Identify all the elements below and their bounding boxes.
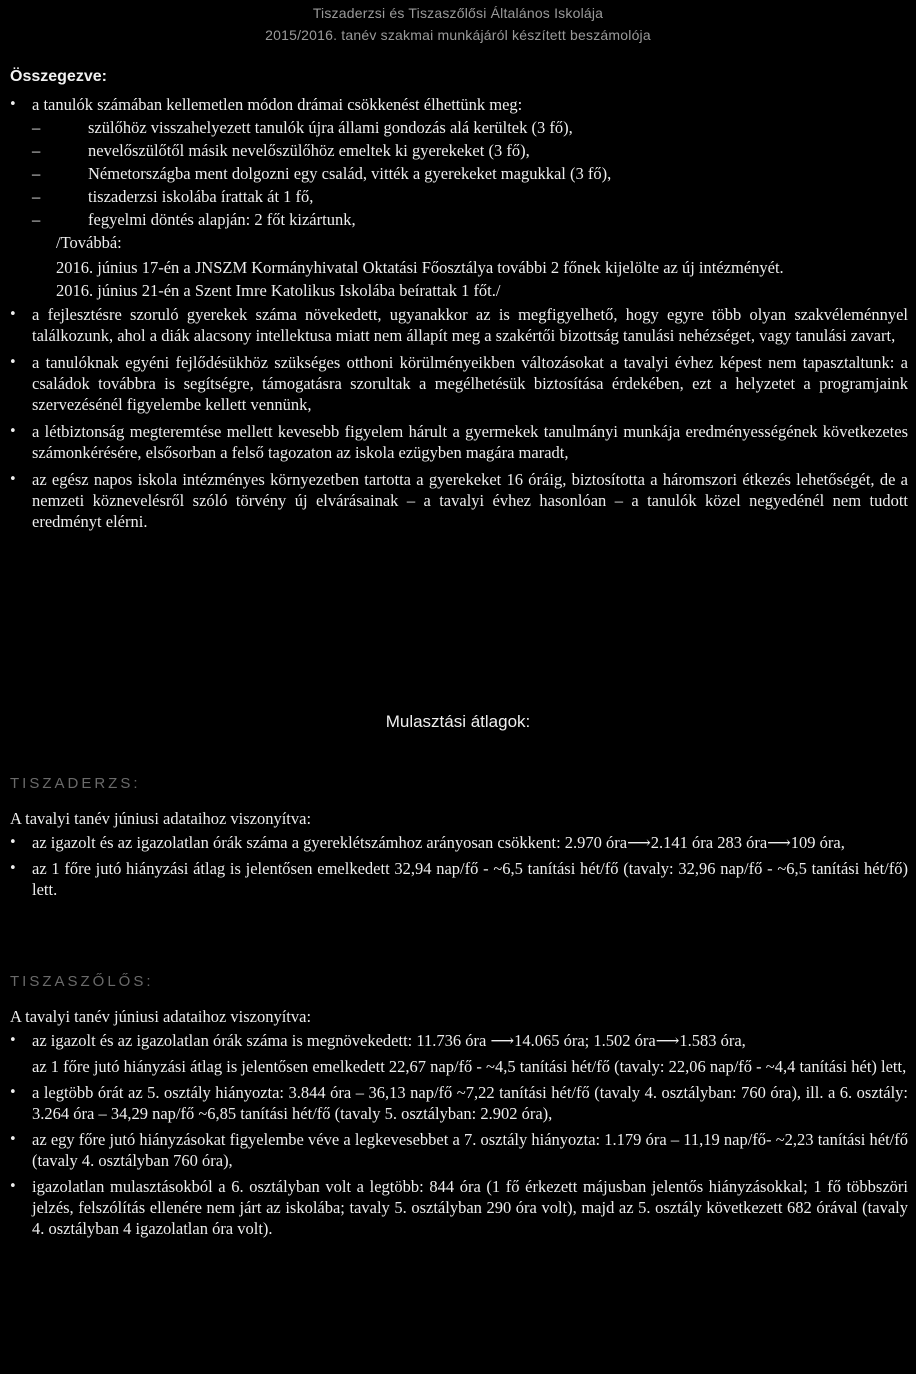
further-note-2: 2016. június 21-én a Szent Imre Katolikus Iskolába beírattak 1 főt./ [56, 281, 501, 300]
tiszaderzs-item: • az igazolt és az igazolatlan órák száma a gyereklétszámhoz arányosan csökkent: 2.970 óra⟶2.141 óra 283 óra⟶109 óra, [0, 832, 908, 853]
reason-item: – tiszaderzsi iskolába írattak át 1 fő, [32, 186, 908, 207]
tiszaszolos-section [0, 1006, 908, 1239]
tiszaderzs-list [0, 832, 908, 900]
tiszaderzs-section [0, 808, 908, 900]
summary-bullet-1 [0, 94, 908, 115]
further-note-1: 2016. június 17-én a JNSZM Kormányhivatal Oktatási Főosztálya további 2 főnek kijelölte az új intézményét. [56, 258, 784, 277]
absence-title: Mulasztási átlagok: [385, 712, 531, 731]
tiszaderzs-heading: TISZADERZS: [10, 775, 141, 792]
header-report-title: 2015/2016. tanév szakmai munkájáról készített beszámolója [265, 27, 651, 43]
tiszaszolos-item: • az igazolt és az igazolatlan órák száma is megnövekedett: 11.736 óra ⟶14.065 óra; 1.502 óra⟶1.583 óra, [0, 1030, 908, 1051]
summary-bullet-1-text: a tanulók számában kellemetlen módon drámai csökkenést élhettünk meg: [32, 95, 523, 114]
reason-item: – Németországba ment dolgozni egy család, vitték a gyerekeket magukkal (3 fő), [32, 163, 908, 184]
tiszaszolos-intro: A tavalyi tanév júniusi adataihoz viszonyítva: [10, 1007, 312, 1026]
summary-heading: Összegezve: [10, 68, 107, 85]
tiszaszolos-item: • a legtöbb órát az 5. osztály hiányozta: 3.844 óra – 36,13 nap/fő ~7,22 tanítási hét/fő (tavaly 4. osztályban: 760 óra), ill. a 6. osztály: 3.264 óra – 34,29 nap/fő ~6,85 tanítási hét/fő (tavaly 5. osztályban: 2.902 óra), [0, 1082, 908, 1124]
summary-list-continued [0, 304, 908, 532]
reason-item: – fegyelmi döntés alapján: 2 főt kizártunk, [32, 209, 908, 230]
tiszaderzs-item: • az 1 főre jutó hiányzási átlag is jelentősen emelkedett 32,94 nap/fő - ~6,5 tanítási hét/fő (tavaly: 32,96 nap/fő - ~6,5 tanítási hét/fő) lett. [0, 858, 908, 900]
tiszaderzs-intro: A tavalyi tanév júniusi adataihoz viszonyítva: [10, 809, 312, 828]
tiszaszolos-item: • igazolatlan mulasztásokból a 6. osztályban volt a legtöbb: 844 óra (1 fő érkezett májusban jelentős hiányzásokkal; 1 fő többszöri jelzés, felszólítás ellenére nem járt az iskolába; tavaly 5. osztályban 290 óra volt), majd az 5. osztály következett 682 órával (tavaly 4. osztályban 4 igazolatlan óra volt). [0, 1176, 908, 1239]
further-label: /Továbbá: [56, 233, 122, 252]
tiszaszolos-heading: TISZASZŐLŐS: [10, 973, 154, 990]
summary-bullet-2: • a fejlesztésre szoruló gyerekek száma növekedett, ugyanakkor az is megfigyelhető, hogy egyre több olyan szakvéleménnyel találkozunk, ahol a diák alacsony intellektusa miatt nem állapít meg a szakértői bizottság tanulási nehézséget, vagy tanulási zavart, [0, 304, 908, 346]
decrease-reasons-list [0, 117, 908, 230]
reason-item: – szülőhöz visszahelyezett tanulók újra állami gondozás alá kerültek (3 fő), [32, 117, 908, 138]
summary-list [0, 94, 908, 115]
summary-bullet-3: • a tanulóknak egyéni fejlődésükhöz szükséges otthoni körülményeikben változásokat a tavalyi évhez képest nem tapasztaltunk: a családok továbbra is segítségre, támogatásra szorultak a megélhetésük biztosítása érdekében, ezt a helyzetet a programjaink szervezésénél figyelembe kellett vennünk, [0, 352, 908, 415]
summary-section [0, 94, 908, 532]
tiszaszolos-item: az 1 főre jutó hiányzási átlag is jelentősen emelkedett 22,67 nap/fő - ~4,5 tanítási hét/fő (tavaly: 22,06 nap/fő - ~4,4 tanítási hét) lett, [32, 1057, 907, 1076]
tiszaszolos-list [0, 1030, 908, 1239]
page-header [0, 0, 916, 46]
summary-bullet-4: • a létbiztonság megteremtése mellett kevesebb figyelem hárult a gyermekek tanulmányi munkája eredményességének következetes számonkérésére, elsősorban a felső tagozaton az iskola ezügyben magára maradt, [0, 421, 908, 463]
tiszaszolos-item: • az egy főre jutó hiányzásokat figyelembe véve a legkevesebbet a 7. osztály hiányozta: 1.179 óra – 11,19 nap/fő- ~2,23 tanítási hét/fő (tavaly 4. osztályban 760 óra), [0, 1129, 908, 1171]
header-school-name: Tiszaderzsi és Tiszaszőlősi Általános Iskolája [312, 5, 604, 21]
reason-item: – nevelőszülőtől másik nevelőszülőhöz emeltek ki gyerekeket (3 fő), [32, 140, 908, 161]
summary-bullet-5: • az egész napos iskola intézményes környezetben tartotta a gyerekeket 16 óráig, biztosította a háromszori étkezés lehetőségét, de a nemzeti köznevelésről szóló törvény új elvárásainak – a tavalyi évhez hasonlóan – a tanulók közel negyedénél nem tudott eredményt elérni. [0, 469, 908, 532]
